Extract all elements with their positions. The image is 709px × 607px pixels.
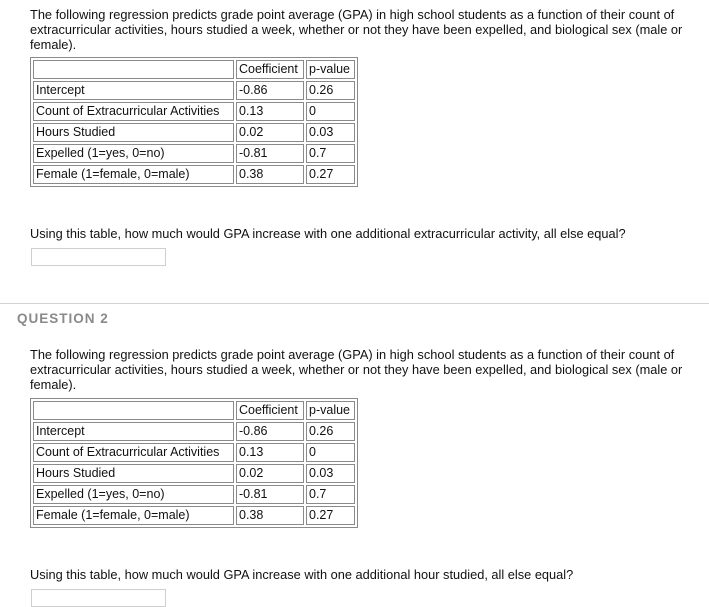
table-cell: 0.03: [306, 464, 355, 483]
table-cell: 0.38: [236, 165, 304, 184]
table-row: [33, 506, 355, 525]
table-cell: 0.13: [236, 443, 304, 462]
table-cell: 0.03: [306, 123, 355, 142]
table-row: [33, 81, 355, 100]
table-row: [33, 464, 355, 483]
table-cell: Hours Studied: [33, 464, 234, 483]
table-cell: 0: [306, 102, 355, 121]
table-cell: 0.26: [306, 81, 355, 100]
table-cell: 0.02: [236, 464, 304, 483]
table-row: [33, 144, 355, 163]
table-cell: 0: [306, 443, 355, 462]
q1-prompt: The following regression predicts grade point average (GPA) in high school students as a function of their count of extracurricular activities, hours studied a week, whether or not they have been expelled, and biological sex (male or female).: [30, 7, 683, 52]
table-header-row: [33, 401, 355, 420]
table-cell: 0.27: [306, 165, 355, 184]
q1-answer-input[interactable]: [31, 248, 166, 266]
q2-regression-table: [30, 398, 358, 528]
table-header-cell: Coefficient: [236, 401, 304, 420]
table-header-cell: [33, 401, 234, 420]
q2-answer-input[interactable]: [31, 589, 166, 607]
q1-question: Using this table, how much would GPA increase with one additional extracurricular activity, all else equal?: [30, 226, 626, 241]
question-2-header: QUESTION 2: [17, 311, 109, 326]
question-divider: [0, 303, 709, 304]
table-header-cell: Coefficient: [236, 60, 304, 79]
table-cell: 0.7: [306, 144, 355, 163]
table-cell: Count of Extracurricular Activities: [33, 102, 234, 121]
table-row: [33, 123, 355, 142]
table-cell: 0.38: [236, 506, 304, 525]
table-cell: Female (1=female, 0=male): [33, 165, 234, 184]
table-cell: -0.86: [236, 422, 304, 441]
table-cell: Expelled (1=yes, 0=no): [33, 144, 234, 163]
table-cell: 0.26: [306, 422, 355, 441]
table-cell: -0.81: [236, 144, 304, 163]
table-cell: 0.7: [306, 485, 355, 504]
table-header-cell: p-value: [306, 60, 355, 79]
q2-prompt: The following regression predicts grade point average (GPA) in high school students as a function of their count of extracurricular activities, hours studied a week, whether or not they have been expelled, and biological sex (male or female).: [30, 347, 683, 392]
table-cell: Intercept: [33, 422, 234, 441]
table-cell: Female (1=female, 0=male): [33, 506, 234, 525]
table-row: [33, 485, 355, 504]
table-row: [33, 165, 355, 184]
table-cell: Expelled (1=yes, 0=no): [33, 485, 234, 504]
table-cell: -0.86: [236, 81, 304, 100]
table-row: [33, 443, 355, 462]
table-row: [33, 102, 355, 121]
table-cell: Intercept: [33, 81, 234, 100]
table-header-row: [33, 60, 355, 79]
table-cell: Count of Extracurricular Activities: [33, 443, 234, 462]
table-cell: Hours Studied: [33, 123, 234, 142]
q2-question: Using this table, how much would GPA increase with one additional hour studied, all else equal?: [30, 567, 574, 582]
table-row: [33, 422, 355, 441]
table-cell: 0.27: [306, 506, 355, 525]
table-cell: -0.81: [236, 485, 304, 504]
table-cell: 0.02: [236, 123, 304, 142]
q1-regression-table: [30, 57, 358, 187]
table-header-cell: [33, 60, 234, 79]
table-header-cell: p-value: [306, 401, 355, 420]
table-cell: 0.13: [236, 102, 304, 121]
